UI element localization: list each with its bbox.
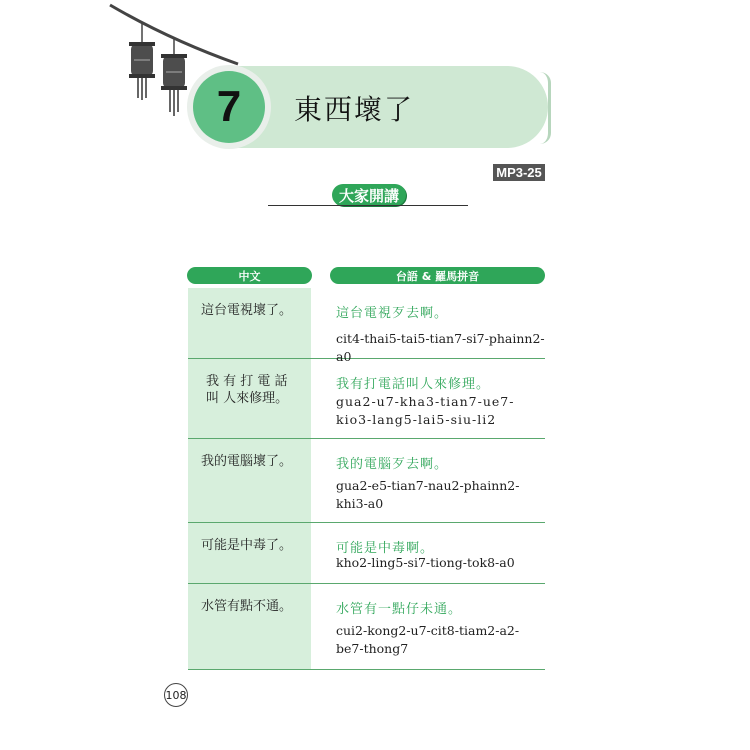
- page-number: 108: [164, 683, 188, 707]
- mandarin-phrase: 這台電視壞了。: [201, 303, 293, 318]
- table-row: [188, 439, 545, 523]
- mandarin-phrase: 可能是中毒了。: [201, 538, 293, 553]
- mandarin-phrase: 水管有點不通。: [201, 599, 293, 614]
- table-row: [188, 288, 545, 364]
- romanization: gua2-u7-kha3-tian7-ue7-kio3-lang5-lai5-siu-li2: [336, 394, 515, 427]
- romanization: kho2-ling5-si7-tiong-tok8-a0: [336, 555, 515, 570]
- romanization: cit4-thai5-tai5-tian7-si7-phainn2-a0: [336, 331, 545, 364]
- section-label: 大家開講: [332, 184, 406, 206]
- romanization: gua2-e5-tian7-nau2-phainn2-khi3-a0: [336, 478, 520, 511]
- taiwanese-phrase: 這台電視歹去啊。: [336, 306, 449, 321]
- romanization: cui2-kong2-u7-cit8-tiam2-a2-be7-thong7: [336, 623, 520, 656]
- taiwanese-phrase: 我有打電話叫人來修理。: [336, 377, 491, 392]
- chapter-title: 東西壞了: [294, 93, 415, 126]
- column-header-taiwanese: 台語 & 羅馬拼音: [330, 267, 545, 284]
- chapter-number: 7: [193, 71, 265, 143]
- table-row: [188, 359, 545, 439]
- taiwanese-phrase: 水管有一點仔未通。: [336, 602, 463, 617]
- mandarin-phrase: 我 有 打 電 話 叫 人來修理。: [206, 374, 289, 406]
- mandarin-phrase: 我的電腦壞了。: [201, 454, 293, 469]
- mp3-track-badge: MP3-25: [493, 164, 545, 181]
- taiwanese-phrase: 我的電腦歹去啊。: [336, 457, 449, 472]
- section-divider: [268, 205, 468, 206]
- taiwanese-phrase: 可能是中毒啊。: [336, 541, 435, 556]
- table-row: [188, 523, 545, 584]
- table-row: [188, 584, 545, 670]
- column-header-mandarin: 中文: [187, 267, 312, 284]
- lantern-icon: [129, 22, 155, 100]
- lantern-icon: [161, 38, 187, 116]
